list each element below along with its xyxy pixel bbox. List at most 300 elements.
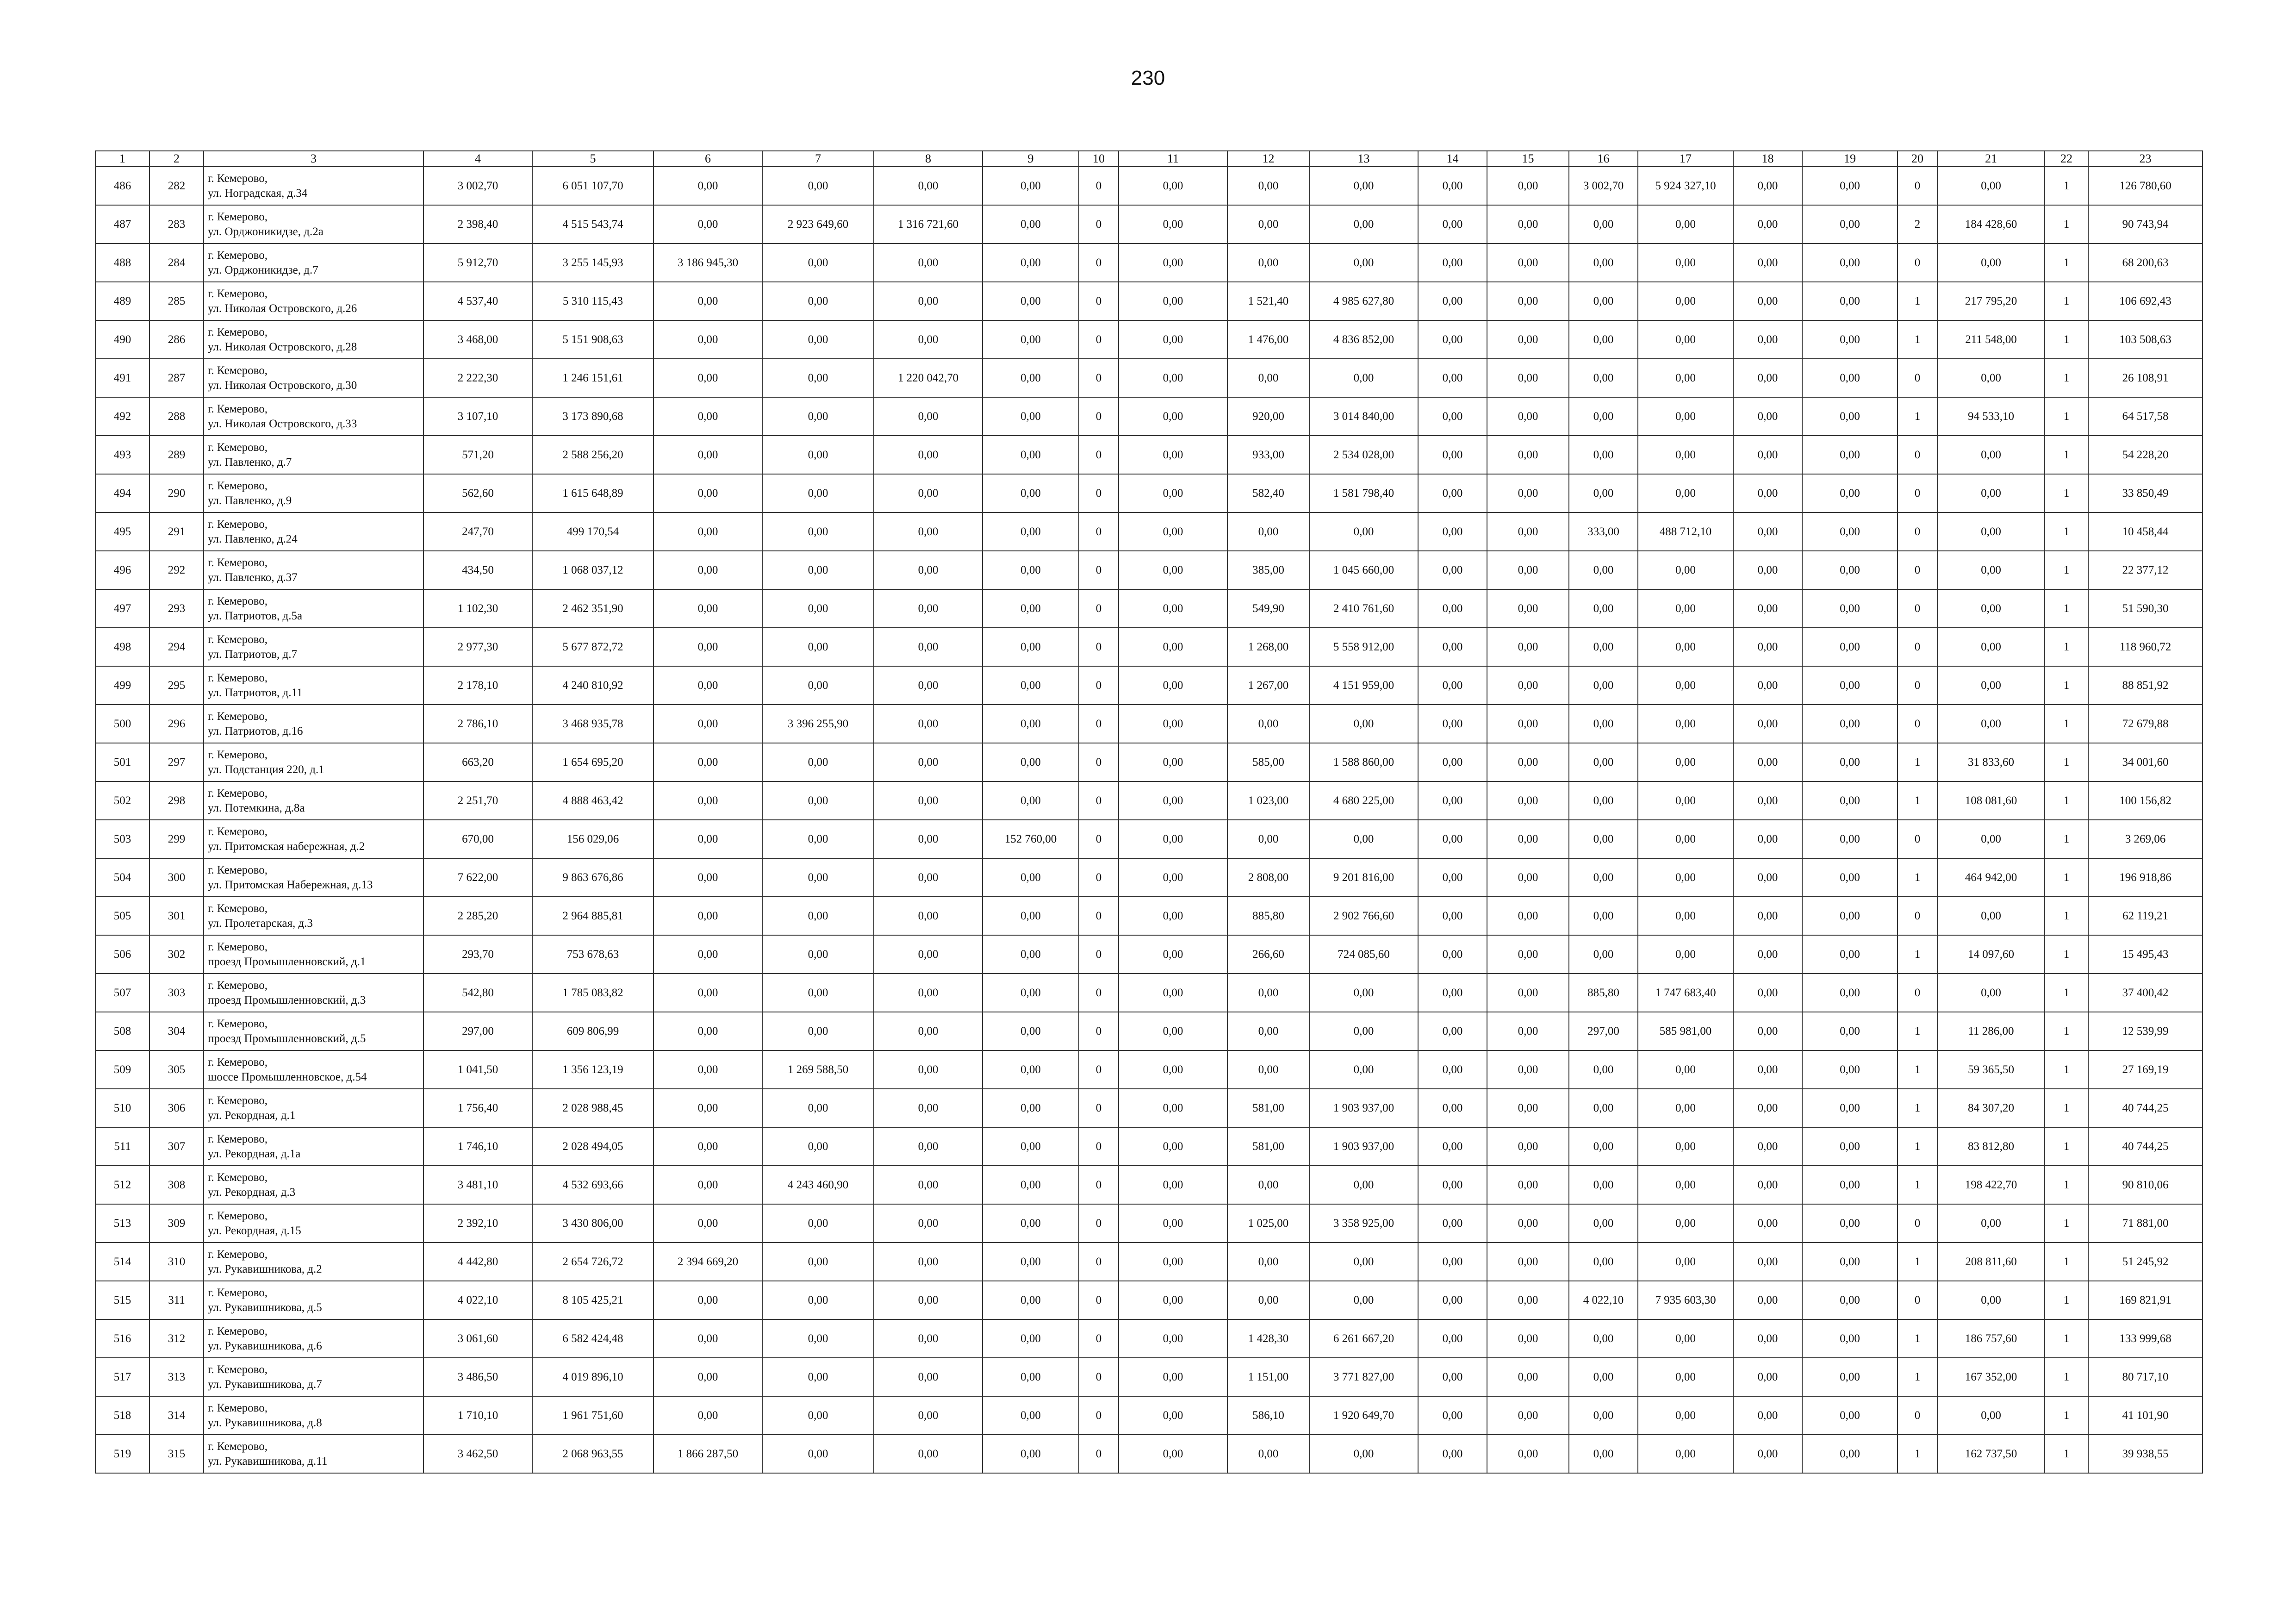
address-city: г. Кемерово, (208, 1171, 268, 1184)
cell-col-4: 1 710,10 (423, 1396, 532, 1435)
cell-col-7: 2 923 649,60 (762, 205, 874, 244)
cell-col-20: 1 (1898, 1319, 1937, 1358)
cell-col-14: 0,00 (1418, 935, 1487, 974)
cell-col-23: 88 851,92 (2088, 666, 2203, 705)
column-number: 5 (532, 151, 653, 167)
cell-col-7: 0,00 (762, 858, 874, 897)
cell-col-20: 0 (1898, 628, 1937, 666)
cell-col-2: 288 (149, 397, 204, 436)
column-number: 4 (423, 151, 532, 167)
address-city: г. Кемерово, (208, 479, 268, 492)
cell-col-23: 26 108,91 (2088, 359, 2203, 397)
cell-col-17: 0,00 (1638, 551, 1733, 589)
address-city: г. Кемерово, (208, 825, 268, 838)
cell-col-11: 0,00 (1119, 551, 1227, 589)
cell-col-15: 0,00 (1487, 1166, 1569, 1204)
table-row (95, 705, 2203, 743)
cell-col-14: 0,00 (1418, 320, 1487, 359)
cell-col-16: 0,00 (1569, 1358, 1638, 1396)
cell-col-10: 0 (1079, 436, 1119, 474)
cell-col-11: 0,00 (1119, 1281, 1227, 1319)
cell-col-11: 0,00 (1119, 935, 1227, 974)
cell-col-12: 1 025,00 (1227, 1204, 1309, 1243)
cell-col-17: 0,00 (1638, 820, 1733, 858)
cell-col-12: 0,00 (1227, 1435, 1309, 1473)
cell-col-20: 0 (1898, 705, 1937, 743)
cell-col-22: 1 (2045, 1319, 2088, 1358)
cell-col-12: 0,00 (1227, 820, 1309, 858)
cell-col-23: 72 679,88 (2088, 705, 2203, 743)
address-street: ул. Павленко, д.37 (208, 571, 298, 584)
cell-col-12: 549,90 (1227, 589, 1309, 628)
cell-col-6: 0,00 (653, 436, 762, 474)
cell-col-7: 0,00 (762, 397, 874, 436)
cell-col-10: 0 (1079, 705, 1119, 743)
cell-col-15: 0,00 (1487, 858, 1569, 897)
address-cell (204, 1396, 423, 1435)
cell-col-9: 0,00 (983, 1204, 1079, 1243)
table-row (95, 1435, 2203, 1473)
cell-col-4: 2 285,20 (423, 897, 532, 935)
address-street: ул. Рукавишникова, д.8 (208, 1416, 322, 1429)
cell-col-20: 1 (1898, 781, 1937, 820)
cell-col-22: 1 (2045, 858, 2088, 897)
cell-col-2: 304 (149, 1012, 204, 1050)
cell-col-22: 1 (2045, 551, 2088, 589)
cell-col-22: 1 (2045, 1358, 2088, 1396)
cell-col-9: 0,00 (983, 1396, 1079, 1435)
cell-col-11: 0,00 (1119, 743, 1227, 781)
cell-col-14: 0,00 (1418, 1166, 1487, 1204)
cell-col-16: 0,00 (1569, 551, 1638, 589)
cell-col-19: 0,00 (1802, 1358, 1898, 1396)
cell-col-16: 0,00 (1569, 1396, 1638, 1435)
cell-col-8: 0,00 (874, 397, 983, 436)
cell-col-6: 0,00 (653, 1358, 762, 1396)
address-cell (204, 1435, 423, 1473)
cell-col-18: 0,00 (1733, 397, 1802, 436)
cell-col-16: 0,00 (1569, 320, 1638, 359)
cell-col-22: 1 (2045, 589, 2088, 628)
cell-col-8: 0,00 (874, 705, 983, 743)
cell-col-4: 7 622,00 (423, 858, 532, 897)
cell-col-11: 0,00 (1119, 1012, 1227, 1050)
cell-col-20: 0 (1898, 1281, 1937, 1319)
cell-col-20: 1 (1898, 1012, 1937, 1050)
cell-col-4: 3 061,60 (423, 1319, 532, 1358)
address-street: ул. Рукавишникова, д.5 (208, 1301, 322, 1314)
cell-col-4: 4 537,40 (423, 282, 532, 320)
cell-col-7: 0,00 (762, 1089, 874, 1127)
cell-col-9: 0,00 (983, 1243, 1079, 1281)
cell-col-7: 0,00 (762, 282, 874, 320)
address-street: ул. Рекордная, д.15 (208, 1224, 301, 1237)
cell-col-1: 513 (95, 1204, 149, 1243)
cell-col-18: 0,00 (1733, 935, 1802, 974)
cell-col-15: 0,00 (1487, 1012, 1569, 1050)
cell-col-8: 0,00 (874, 1166, 983, 1204)
cell-col-18: 0,00 (1733, 1204, 1802, 1243)
cell-col-1: 499 (95, 666, 149, 705)
address-cell (204, 743, 423, 781)
cell-col-22: 1 (2045, 974, 2088, 1012)
cell-col-21: 0,00 (1937, 436, 2045, 474)
cell-col-1: 488 (95, 244, 149, 282)
table-row (95, 551, 2203, 589)
cell-col-23: 51 590,30 (2088, 589, 2203, 628)
cell-col-19: 0,00 (1802, 858, 1898, 897)
cell-col-2: 286 (149, 320, 204, 359)
cell-col-20: 0 (1898, 1204, 1937, 1243)
cell-col-21: 94 533,10 (1937, 397, 2045, 436)
cell-col-22: 1 (2045, 781, 2088, 820)
cell-col-15: 0,00 (1487, 1243, 1569, 1281)
cell-col-15: 0,00 (1487, 589, 1569, 628)
cell-col-4: 571,20 (423, 436, 532, 474)
address-city: г. Кемерово, (208, 287, 268, 300)
cell-col-21: 0,00 (1937, 897, 2045, 935)
address-cell (204, 282, 423, 320)
cell-col-6: 0,00 (653, 205, 762, 244)
cell-col-5: 753 678,63 (532, 935, 653, 974)
cell-col-7: 0,00 (762, 628, 874, 666)
table-row (95, 1166, 2203, 1204)
address-city: г. Кемерово, (208, 1324, 268, 1337)
cell-col-20: 1 (1898, 1435, 1937, 1473)
cell-col-12: 1 428,30 (1227, 1319, 1309, 1358)
cell-col-18: 0,00 (1733, 1012, 1802, 1050)
cell-col-12: 0,00 (1227, 1281, 1309, 1319)
cell-col-14: 0,00 (1418, 897, 1487, 935)
cell-col-20: 1 (1898, 1127, 1937, 1166)
cell-col-14: 0,00 (1418, 474, 1487, 512)
cell-col-12: 586,10 (1227, 1396, 1309, 1435)
cell-col-1: 511 (95, 1127, 149, 1166)
cell-col-8: 0,00 (874, 244, 983, 282)
table-row (95, 244, 2203, 282)
address-city: г. Кемерово, (208, 556, 268, 569)
cell-col-20: 1 (1898, 1243, 1937, 1281)
cell-col-23: 196 918,86 (2088, 858, 2203, 897)
cell-col-1: 498 (95, 628, 149, 666)
cell-col-13: 0,00 (1309, 1050, 1418, 1089)
cell-col-14: 0,00 (1418, 1050, 1487, 1089)
cell-col-7: 0,00 (762, 935, 874, 974)
cell-col-21: 208 811,60 (1937, 1243, 2045, 1281)
cell-col-9: 0,00 (983, 244, 1079, 282)
cell-col-17: 1 747 683,40 (1638, 974, 1733, 1012)
cell-col-10: 0 (1079, 589, 1119, 628)
cell-col-14: 0,00 (1418, 666, 1487, 705)
cell-col-12: 0,00 (1227, 205, 1309, 244)
column-number: 17 (1638, 151, 1733, 167)
cell-col-11: 0,00 (1119, 1204, 1227, 1243)
cell-col-2: 287 (149, 359, 204, 397)
cell-col-18: 0,00 (1733, 205, 1802, 244)
cell-col-1: 517 (95, 1358, 149, 1396)
cell-col-9: 0,00 (983, 781, 1079, 820)
cell-col-21: 162 737,50 (1937, 1435, 2045, 1473)
address-cell (204, 1166, 423, 1204)
cell-col-12: 0,00 (1227, 1050, 1309, 1089)
address-cell (204, 1089, 423, 1127)
cell-col-15: 0,00 (1487, 1281, 1569, 1319)
cell-col-19: 0,00 (1802, 743, 1898, 781)
cell-col-16: 0,00 (1569, 1243, 1638, 1281)
cell-col-10: 0 (1079, 1396, 1119, 1435)
column-number: 3 (204, 151, 423, 167)
cell-col-4: 4 442,80 (423, 1243, 532, 1281)
cell-col-21: 0,00 (1937, 666, 2045, 705)
cell-col-11: 0,00 (1119, 167, 1227, 205)
cell-col-18: 0,00 (1733, 1089, 1802, 1127)
cell-col-7: 0,00 (762, 743, 874, 781)
cell-col-6: 0,00 (653, 1089, 762, 1127)
table-row (95, 1243, 2203, 1281)
cell-col-15: 0,00 (1487, 1089, 1569, 1127)
cell-col-4: 2 222,30 (423, 359, 532, 397)
cell-col-7: 1 269 588,50 (762, 1050, 874, 1089)
address-cell (204, 205, 423, 244)
cell-col-11: 0,00 (1119, 858, 1227, 897)
cell-col-13: 0,00 (1309, 244, 1418, 282)
cell-col-13: 0,00 (1309, 1166, 1418, 1204)
cell-col-6: 0,00 (653, 974, 762, 1012)
cell-col-14: 0,00 (1418, 1089, 1487, 1127)
cell-col-13: 3 014 840,00 (1309, 397, 1418, 436)
cell-col-15: 0,00 (1487, 1050, 1569, 1089)
cell-col-12: 0,00 (1227, 244, 1309, 282)
address-street: ул. Рекордная, д.1 (208, 1109, 296, 1122)
cell-col-5: 5 151 908,63 (532, 320, 653, 359)
address-city: г. Кемерово, (208, 633, 268, 646)
cell-col-6: 0,00 (653, 1396, 762, 1435)
cell-col-4: 2 398,40 (423, 205, 532, 244)
cell-col-10: 0 (1079, 974, 1119, 1012)
cell-col-21: 0,00 (1937, 1396, 2045, 1435)
cell-col-9: 0,00 (983, 666, 1079, 705)
cell-col-1: 489 (95, 282, 149, 320)
cell-col-17: 0,00 (1638, 282, 1733, 320)
cell-col-8: 0,00 (874, 474, 983, 512)
cell-col-7: 0,00 (762, 974, 874, 1012)
cell-col-5: 1 785 083,82 (532, 974, 653, 1012)
cell-col-5: 4 888 463,42 (532, 781, 653, 820)
column-number: 21 (1937, 151, 2045, 167)
cell-col-22: 1 (2045, 244, 2088, 282)
address-street: ул. Павленко, д.7 (208, 456, 292, 468)
cell-col-13: 0,00 (1309, 974, 1418, 1012)
cell-col-2: 294 (149, 628, 204, 666)
cell-col-17: 0,00 (1638, 1396, 1733, 1435)
cell-col-22: 1 (2045, 666, 2088, 705)
cell-col-9: 0,00 (983, 1127, 1079, 1166)
cell-col-12: 933,00 (1227, 436, 1309, 474)
cell-col-20: 0 (1898, 244, 1937, 282)
cell-col-4: 247,70 (423, 512, 532, 551)
column-number: 2 (149, 151, 204, 167)
cell-col-7: 0,00 (762, 1396, 874, 1435)
cell-col-4: 670,00 (423, 820, 532, 858)
cell-col-22: 1 (2045, 1243, 2088, 1281)
address-cell (204, 781, 423, 820)
cell-col-17: 585 981,00 (1638, 1012, 1733, 1050)
cell-col-19: 0,00 (1802, 1089, 1898, 1127)
cell-col-5: 6 582 424,48 (532, 1319, 653, 1358)
cell-col-13: 1 903 937,00 (1309, 1089, 1418, 1127)
cell-col-18: 0,00 (1733, 974, 1802, 1012)
cell-col-2: 307 (149, 1127, 204, 1166)
cell-col-17: 0,00 (1638, 436, 1733, 474)
cell-col-10: 0 (1079, 551, 1119, 589)
cell-col-21: 83 812,80 (1937, 1127, 2045, 1166)
cell-col-18: 0,00 (1733, 858, 1802, 897)
cell-col-19: 0,00 (1802, 1435, 1898, 1473)
address-street: ул. Орджоникидзе, д.7 (208, 263, 318, 276)
cell-col-9: 0,00 (983, 1050, 1079, 1089)
cell-col-18: 0,00 (1733, 705, 1802, 743)
address-cell (204, 320, 423, 359)
cell-col-11: 0,00 (1119, 244, 1227, 282)
cell-col-4: 2 251,70 (423, 781, 532, 820)
cell-col-4: 434,50 (423, 551, 532, 589)
cell-col-14: 0,00 (1418, 1127, 1487, 1166)
address-street: ул. Рукавишникова, д.6 (208, 1339, 322, 1352)
cell-col-9: 0,00 (983, 935, 1079, 974)
cell-col-15: 0,00 (1487, 628, 1569, 666)
cell-col-18: 0,00 (1733, 666, 1802, 705)
cell-col-10: 0 (1079, 320, 1119, 359)
cell-col-2: 300 (149, 858, 204, 897)
table-row (95, 628, 2203, 666)
cell-col-9: 0,00 (983, 897, 1079, 935)
cell-col-6: 0,00 (653, 589, 762, 628)
cell-col-11: 0,00 (1119, 589, 1227, 628)
cell-col-11: 0,00 (1119, 1050, 1227, 1089)
cell-col-20: 0 (1898, 820, 1937, 858)
cell-col-2: 310 (149, 1243, 204, 1281)
cell-col-18: 0,00 (1733, 436, 1802, 474)
cell-col-7: 0,00 (762, 589, 874, 628)
cell-col-8: 0,00 (874, 551, 983, 589)
cell-col-2: 298 (149, 781, 204, 820)
cell-col-17: 0,00 (1638, 781, 1733, 820)
cell-col-5: 499 170,54 (532, 512, 653, 551)
cell-col-22: 1 (2045, 205, 2088, 244)
table-body (95, 151, 2203, 1473)
cell-col-13: 3 771 827,00 (1309, 1358, 1418, 1396)
cell-col-12: 585,00 (1227, 743, 1309, 781)
cell-col-9: 0,00 (983, 551, 1079, 589)
address-cell (204, 1243, 423, 1281)
cell-col-6: 3 186 945,30 (653, 244, 762, 282)
cell-col-11: 0,00 (1119, 397, 1227, 436)
cell-col-4: 293,70 (423, 935, 532, 974)
cell-col-9: 0,00 (983, 1012, 1079, 1050)
address-city: г. Кемерово, (208, 1017, 268, 1030)
cell-col-18: 0,00 (1733, 320, 1802, 359)
cell-col-15: 0,00 (1487, 666, 1569, 705)
cell-col-11: 0,00 (1119, 781, 1227, 820)
cell-col-18: 0,00 (1733, 244, 1802, 282)
address-street: ул. Рекордная, д.3 (208, 1186, 296, 1199)
cell-col-9: 0,00 (983, 282, 1079, 320)
cell-col-15: 0,00 (1487, 897, 1569, 935)
cell-col-7: 0,00 (762, 320, 874, 359)
cell-col-20: 1 (1898, 1089, 1937, 1127)
cell-col-11: 0,00 (1119, 474, 1227, 512)
cell-col-14: 0,00 (1418, 820, 1487, 858)
cell-col-22: 1 (2045, 397, 2088, 436)
cell-col-18: 0,00 (1733, 282, 1802, 320)
cell-col-10: 0 (1079, 167, 1119, 205)
cell-col-16: 0,00 (1569, 935, 1638, 974)
cell-col-1: 510 (95, 1089, 149, 1127)
cell-col-15: 0,00 (1487, 1358, 1569, 1396)
cell-col-5: 609 806,99 (532, 1012, 653, 1050)
cell-col-9: 0,00 (983, 436, 1079, 474)
cell-col-11: 0,00 (1119, 974, 1227, 1012)
cell-col-5: 1 615 648,89 (532, 474, 653, 512)
cell-col-22: 1 (2045, 1012, 2088, 1050)
cell-col-21: 167 352,00 (1937, 1358, 2045, 1396)
address-city: г. Кемерово, (208, 1286, 268, 1299)
cell-col-23: 37 400,42 (2088, 974, 2203, 1012)
table-row (95, 1012, 2203, 1050)
cell-col-12: 0,00 (1227, 359, 1309, 397)
cell-col-18: 0,00 (1733, 359, 1802, 397)
cell-col-6: 2 394 669,20 (653, 1243, 762, 1281)
cell-col-14: 0,00 (1418, 1012, 1487, 1050)
cell-col-4: 1 102,30 (423, 589, 532, 628)
cell-col-4: 3 468,00 (423, 320, 532, 359)
cell-col-10: 0 (1079, 1281, 1119, 1319)
cell-col-7: 0,00 (762, 1127, 874, 1166)
cell-col-18: 0,00 (1733, 1281, 1802, 1319)
cell-col-7: 0,00 (762, 781, 874, 820)
cell-col-7: 0,00 (762, 167, 874, 205)
cell-col-5: 6 051 107,70 (532, 167, 653, 205)
cell-col-16: 0,00 (1569, 1166, 1638, 1204)
cell-col-6: 1 866 287,50 (653, 1435, 762, 1473)
cell-col-20: 1 (1898, 743, 1937, 781)
cell-col-6: 0,00 (653, 1050, 762, 1089)
cell-col-13: 1 903 937,00 (1309, 1127, 1418, 1166)
cell-col-18: 0,00 (1733, 1243, 1802, 1281)
cell-col-14: 0,00 (1418, 282, 1487, 320)
cell-col-1: 487 (95, 205, 149, 244)
address-cell (204, 974, 423, 1012)
cell-col-13: 0,00 (1309, 820, 1418, 858)
cell-col-7: 4 243 460,90 (762, 1166, 874, 1204)
cell-col-7: 0,00 (762, 244, 874, 282)
cell-col-19: 0,00 (1802, 1050, 1898, 1089)
cell-col-5: 1 961 751,60 (532, 1396, 653, 1435)
cell-col-22: 1 (2045, 1435, 2088, 1473)
address-city: г. Кемерово, (208, 863, 268, 876)
address-cell (204, 1050, 423, 1089)
cell-col-21: 0,00 (1937, 974, 2045, 1012)
cell-col-10: 0 (1079, 205, 1119, 244)
address-cell (204, 1204, 423, 1243)
cell-col-2: 301 (149, 897, 204, 935)
address-city: г. Кемерово, (208, 902, 268, 915)
cell-col-17: 0,00 (1638, 1435, 1733, 1473)
address-city: г. Кемерово, (208, 364, 268, 377)
cell-col-16: 0,00 (1569, 397, 1638, 436)
cell-col-2: 289 (149, 436, 204, 474)
cell-col-2: 293 (149, 589, 204, 628)
